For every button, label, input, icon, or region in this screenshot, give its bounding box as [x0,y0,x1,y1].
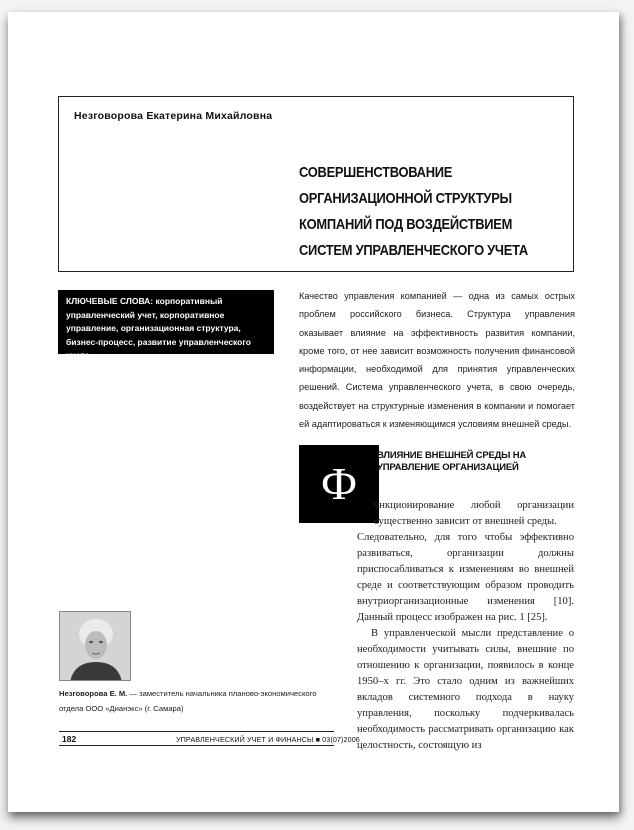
bio-name: Незговорова Е. М. [59,689,128,698]
page-number: 182 [62,734,77,744]
author-photo [59,611,131,681]
title-line: КОМПАНИЙ ПОД ВОЗДЕЙСТВИЕМ [299,216,513,233]
keywords-text: корпоративный управленческий учет, корпоративное управление, организационная структура, бизнес-процесс, развитие управленческого учета [66,296,251,360]
paragraph: Следовательно, для того чтобы эффективно развиваться, организации должны приспосабливаться к изменениям во внешней среде и соответствующим образом проводить внутриорганизационные изменения [10]. Данный процесс изображен на рис. 1 [25]. [357,532,574,623]
bio-text: — заместитель начальника планово-экономического отдела ООО «Дианэкс» (г. Самара) [59,689,317,713]
footer-rule [59,731,334,732]
paragraph: В управленческой мысли представление о необходимости учитывать силы, внешние по отношению к организации, появилось в конце 1950–х гг. Это стало одним из важнейших вкладов системного подхода в науку управления, поскольку подчеркивалась необходимость рассматривать организацию как целостность, состоящую из [357,628,574,751]
body-text [357,530,574,754]
drop-cap: Ф [299,445,379,523]
section-heading-line: УПРАВЛЕНИЕ ОРГАНИЗАЦИЕЙ [377,462,519,473]
section-heading [377,450,526,474]
keywords-label: КЛЮЧЕВЫЕ СЛОВА: [66,296,154,306]
title-line: ОРГАНИЗАЦИОННОЙ СТРУКТУРЫ [299,190,512,207]
section-heading-line: ВЛИЯНИЕ ВНЕШНЕЙ СРЕДЫ НА [377,450,527,461]
portrait-image [60,612,131,681]
title-line: СОВЕРШЕНСТВОВАНИЕ [299,164,453,181]
title-line: СИСТЕМ УПРАВЛЕНЧЕСКОГО УЧЕТА [299,242,528,259]
journal-name: УПРАВЛЕНЧЕСКИЙ УЧЕТ И ФИНАНСЫ ■ 03(07)2006 [176,735,360,744]
keywords-box [58,290,274,360]
footer-rule [59,745,334,746]
abstract: Качество управления компанией — одна из самых острых проблем российского бизнеса. Структура управления оказывает влияние на эффективность развития компании, кроме того, от нее зависит возможность получения финансовой информации, необходимой для принятия управленческих решений. Система управленческого учета, в свою очередь, воздействует на структурные изменения в компании и помогает ей адаптироваться к изменяющимся условиям внешней среды. [299,291,575,430]
author-bio [59,686,339,716]
article-title [299,160,531,264]
body-first-lines: ункционирование любой организации существенно зависит от внешней среды. [374,500,574,527]
author-name: Незговорова Екатерина Михайловна [74,110,273,122]
